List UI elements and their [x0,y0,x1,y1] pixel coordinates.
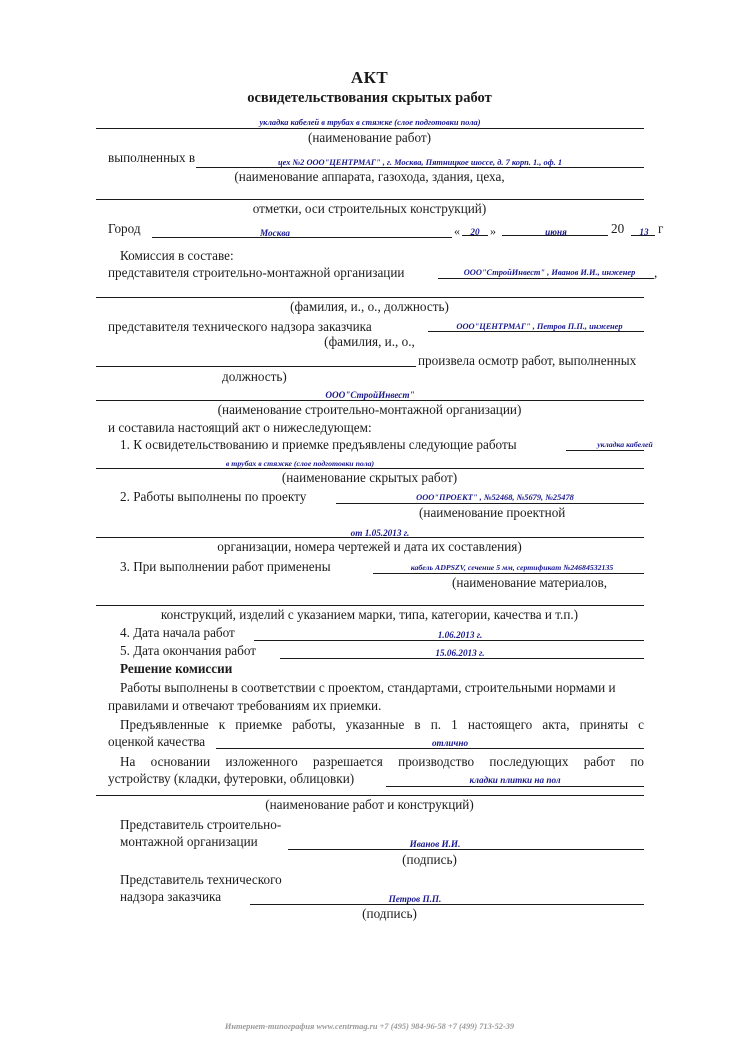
hint-project-org: (наименование проектной [419,505,566,520]
year-field[interactable] [633,222,655,240]
rule-year [631,235,655,236]
rule-work-name [96,128,644,129]
footer-imprint: Интернет-типография www.centrmag.ru +7 (495) 984-96-58 +7 (499) 713-52-39 [224,1022,515,1031]
year-prefix: 20 [611,221,625,236]
item2-value: ООО"ПРОЕКТ" , №52468, №5679, №25478 [416,493,574,502]
rule-performed-in [196,167,644,168]
item3-value: кабель ADPSZV, сечение 5 мм, сертификат №24684532135 [410,563,614,572]
rule-item5 [280,658,644,659]
rule-rep-smo [438,278,654,279]
inspection-text: произвела осмотр работ, выполненных [418,353,637,368]
smo-org-value: ООО"СтройИнвест" [325,390,415,400]
hint-constructions: конструкций, изделий с указанием марки, типа, категории, качества и т.п.) [160,607,579,622]
rule-sign-smo [288,849,644,850]
decision-p1-line2: правилами и отвечают требованиям их приемки. [108,698,382,713]
city-label: Город [108,221,141,236]
rule-rep-tech [428,331,644,332]
day-close-quote: » [490,224,496,238]
hint-smo-org: (наименование строительно-монтажной организации) [217,402,522,417]
item4-label: 4. Дата начала работ [120,625,235,640]
city-value: Москва [259,228,290,238]
quality-value: отлично [431,738,469,748]
hint-hidden-works: (наименование скрытых работ) [281,470,458,485]
sign-smo-line2: монтажной организации [120,834,258,849]
day-open-quote: « [454,224,460,238]
day-value: 20 [470,227,480,237]
rule-month [502,235,608,236]
rep-smo-comma: , [654,265,658,280]
decision-p3-line1: На основании изложенного разрешается производство последующих работ по [120,754,644,769]
item2-date-value: от 1.05.2013 г. [350,528,410,538]
hint-apparatus: (наименование аппарата, газохода, здания, цеха, [234,169,505,184]
rule-item1 [566,450,644,451]
year-value: 13 [639,227,649,237]
city-field[interactable] [190,223,360,241]
rule-next-works-2 [96,795,644,796]
decision-p2-line2: оценкой качества [108,734,206,749]
hint-surname-position: (фамилия, и., о., должность) [290,299,449,314]
work-name-value: укладка кабелей в трубах в стяжке (слое подготовки пола) [259,118,481,127]
rule-rep-smo-2 [96,297,644,298]
commission-label: Комиссия в составе: [120,248,234,263]
rule-sign-tech [250,904,644,905]
item1-value-cont: в трубах в стяжке (слое подготовки пола) [225,459,375,468]
hint-org-drawings: организации, номера чертежей и дата их составления) [217,539,522,554]
sign-smo-line1: Представитель строительно- [120,817,282,832]
decision-p1-line1: Работы выполнены в соответствии с проектом, стандартами, строительными нормами и [120,680,616,695]
performed-in-value: цех №2 ООО"ЦЕНТРМАГ" , г. Москва, Пятницкое шоссе, д. 7 корп. 1., оф. 1 [277,158,563,167]
hint-position: должность) [222,369,287,384]
hint-marks-axes: отметки, оси строительных конструкций) [252,201,487,216]
rule-next-works [386,786,644,787]
compiled-text: и составила настоящий акт о нижеследующем: [108,420,372,435]
rep-tech-value: ООО"ЦЕНТРМАГ" , Петров П.П., инженер [456,322,623,331]
item2-label: 2. Работы выполнены по проекту [120,489,307,504]
item1-value: укладка кабелей [597,440,653,449]
page-subtitle: освидетельствования скрытых работ [247,90,492,106]
decision-p3-line2: устройству (кладки, футеровки, облицовки) [108,771,355,786]
hint-work-name: (наименование работ) [307,130,432,145]
sign-smo-value: Иванов И.И. [409,839,461,849]
rep-smo-label: представителя строительно-монтажной организации [108,265,405,280]
rule-apparatus-2 [96,199,644,200]
performed-in-label: выполненных в [108,150,196,165]
sign-tech-line1: Представитель технического [120,872,282,887]
rep-tech-label: представителя технического надзора заказчика [108,319,372,334]
sign-tech-value: Петров П.П. [388,894,442,904]
decision-p2-line1: Предъявленные к приемке работы, указанные в п. 1 настоящего акта, приняты с [120,717,644,732]
rule-item1-2 [96,468,644,469]
rule-item2-2 [96,537,644,538]
rule-item3-2 [96,605,644,606]
item5-value: 15.06.2013 г. [435,648,485,658]
page-title: АКТ [350,68,389,87]
sign-tech-line2: надзора заказчика [120,889,222,904]
month-field[interactable] [506,222,606,240]
day-field[interactable] [462,222,488,240]
hint-works-constructions: (наименование работ и конструкций) [265,797,474,812]
rule-item4 [254,640,644,641]
item5-label: 5. Дата окончания работ [120,643,257,658]
hint-signature2: (подпись) [362,906,417,921]
next-works-value: кладки плитки на пол [469,775,561,785]
decision-title: Решение комиссии [120,661,233,676]
rule-item2 [336,503,644,504]
rule-day [462,235,488,236]
item4-value: 1.06.2013 г. [437,630,483,640]
rule-position [96,366,416,367]
rule-quality [216,748,644,749]
rule-city [152,237,452,238]
rep-smo-value: ООО"СтройИнвест" , Иванов И.И., инженер [463,268,636,277]
item1-label: 1. К освидетельствованию и приемке предъявлены следующие работы [120,437,517,452]
month-value: июня [545,227,567,237]
hint-materials: (наименование материалов, [452,575,608,590]
hint-signature1: (подпись) [402,852,457,867]
item3-label: 3. При выполнении работ применены [120,559,331,574]
year-suffix: г [658,221,664,236]
hint-surname-initials: (фамилия, и., о., [324,334,415,349]
rule-smo-org [96,400,644,401]
rule-item3 [373,573,644,574]
